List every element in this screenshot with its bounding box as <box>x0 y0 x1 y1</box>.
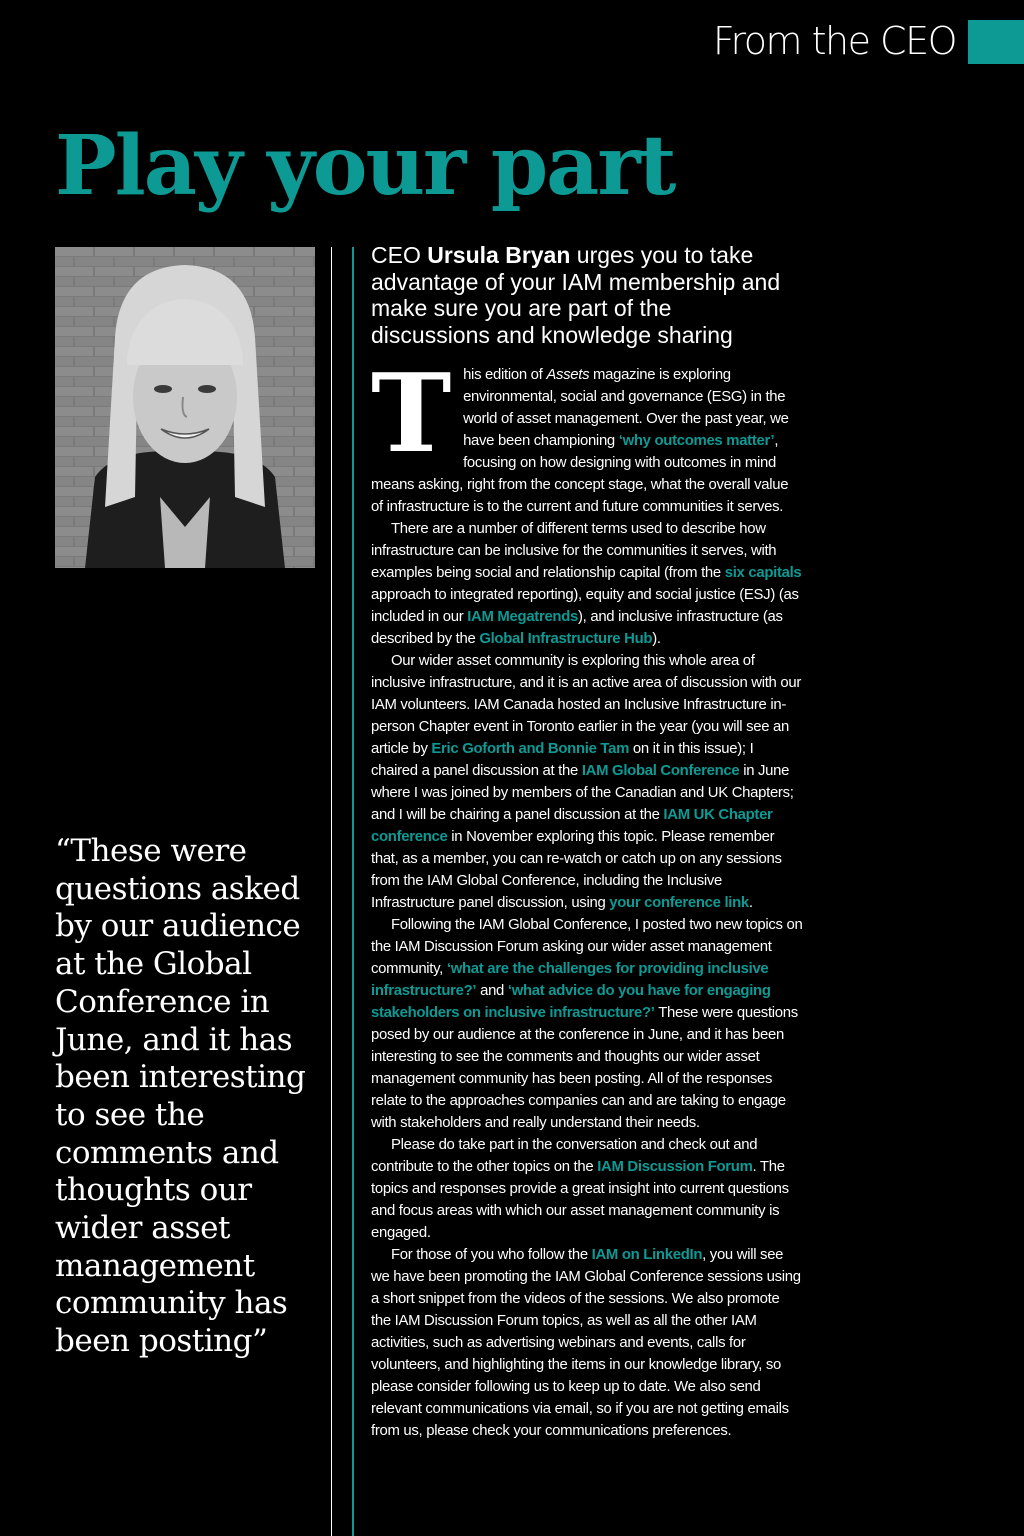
link-why-outcomes-matter[interactable]: ‘why outcomes matter’ <box>618 433 775 449</box>
paragraph-3: Our wider asset community is exploring this whole area of inclusive infrastructure, and it is an active area of discussion with our IAM volunteers. IAM Canada hosted an Inclusive Infrastructure in-person Chapter event in Toronto earlier in the year (you will see an article by Eric Goforth and Bonnie Tam on it in this issue); I chaired a panel discussion at the IAM Global Conference in June where I was joined by members of the Canadian and UK Chapters; and I will be chairing a panel discussion at the IAM UK Chapter conference in November exploring this topic. Please remember that, as a member, you can re-watch or catch up on any sessions from the IAM Global Conference, including the Inclusive Infrastructure panel discussion, using your conference link. <box>371 653 801 911</box>
link-global-infrastructure-hub[interactable]: Global Infrastructure Hub <box>479 631 653 647</box>
ceo-portrait <box>55 247 315 568</box>
link-iam-discussion-forum[interactable]: IAM Discussion Forum <box>597 1159 753 1175</box>
paragraph-5: Please do take part in the conversation and check out and contribute to the other topics on the IAM Discussion Forum. The topics and responses provide a great insight into current questions and focus areas with which our asset management community is engaged. <box>371 1137 789 1241</box>
link-eric-goforth-bonnie-tam[interactable]: Eric Goforth and Bonnie Tam <box>431 741 630 757</box>
portrait-image <box>55 247 315 568</box>
link-iam-uk-chapter-conference[interactable]: IAM UK Chapter conference <box>371 807 773 845</box>
link-iam-on-linkedin[interactable]: IAM on LinkedIn <box>591 1247 703 1263</box>
magazine-name: Assets <box>546 367 590 383</box>
paragraph-1: This edition of Assets magazine is exploring environmental, social and governance (ESG) in the world of asset management. Over the past year, we have been championing ‘why outcomes matter’, focusing on how designing with outcomes in mind means asking, right from the concept stage, what the overall value of infrastructure is to the current and future communities it serves. <box>371 351 789 515</box>
paragraph-4: Following the IAM Global Conference, I posted two new topics on the IAM Discussion Forum asking our wider asset management community, ‘what are the challenges for providing inclusive infrastructure?’ and ‘what advice do you have for engaging stakeholders on inclusive infrastructure?’ These were questions posed by our audience at the conference in June, and it has been interesting to see the comments and thoughts our wider asset management community has been posting. All of the responses relate to the approaches companies can and are taking to engage with stakeholders and really understand their needs. <box>371 917 803 1131</box>
author-name: Ursula Bryan <box>427 242 571 268</box>
column-divider-accent <box>352 247 354 1536</box>
link-iam-megatrends[interactable]: IAM Megatrends <box>467 609 579 625</box>
paragraph-6: For those of you who follow the IAM on LinkedIn, you will see we have been promoting the IAM Global Conference sessions using a short snippet from the videos of the sessions. We also promote the IAM Discussion Forum topics, as well as all the other IAM activities, such as advertising webinars and events, calls for volunteers, and highlighting the items in our knowledge library, so please consider following us to keep up to date. We also send relevant communications via email, so if you are not getting emails from us, please check your communications preferences. <box>371 1247 801 1439</box>
drop-cap: T <box>371 351 452 477</box>
paragraph-2: There are a number of different terms used to describe how infrastructure can be inclusive for the communities it serves, with examples being social and relationship capital (from the six capitals approach to integrated reporting), equity and social justice (ESJ) (as included in our IAM Megatrends), and inclusive infrastructure (as described by the Global Infrastructure Hub). <box>371 521 802 647</box>
pull-quote: “These were questions asked by our audience at the Global Conference in June, and it has been interesting to see the comments and thoughts our wider asset management community has been posting” <box>55 833 306 1360</box>
article-body <box>371 351 803 1442</box>
link-six-capitals[interactable]: six capitals <box>724 565 802 581</box>
link-iam-global-conference[interactable]: IAM Global Conference <box>581 763 740 779</box>
column-divider <box>331 247 332 1536</box>
link-forum-topic-challenges[interactable]: ‘what are the challenges for providing inclusive infrastructure?’ <box>371 961 769 999</box>
section-label: From the CEO <box>712 19 956 63</box>
section-accent-block <box>968 20 1024 64</box>
page-title: Play your part <box>55 118 675 214</box>
link-forum-topic-advice[interactable]: ‘what advice do you have for engaging stakeholders on inclusive infrastructure?’ <box>371 983 771 1021</box>
intro-standfirst: CEO Ursula Bryan urges you to take advantage of your IAM membership and make sure you are part of the discussions and knowledge sharing <box>371 242 781 348</box>
link-your-conference-link[interactable]: your conference link <box>609 895 749 911</box>
